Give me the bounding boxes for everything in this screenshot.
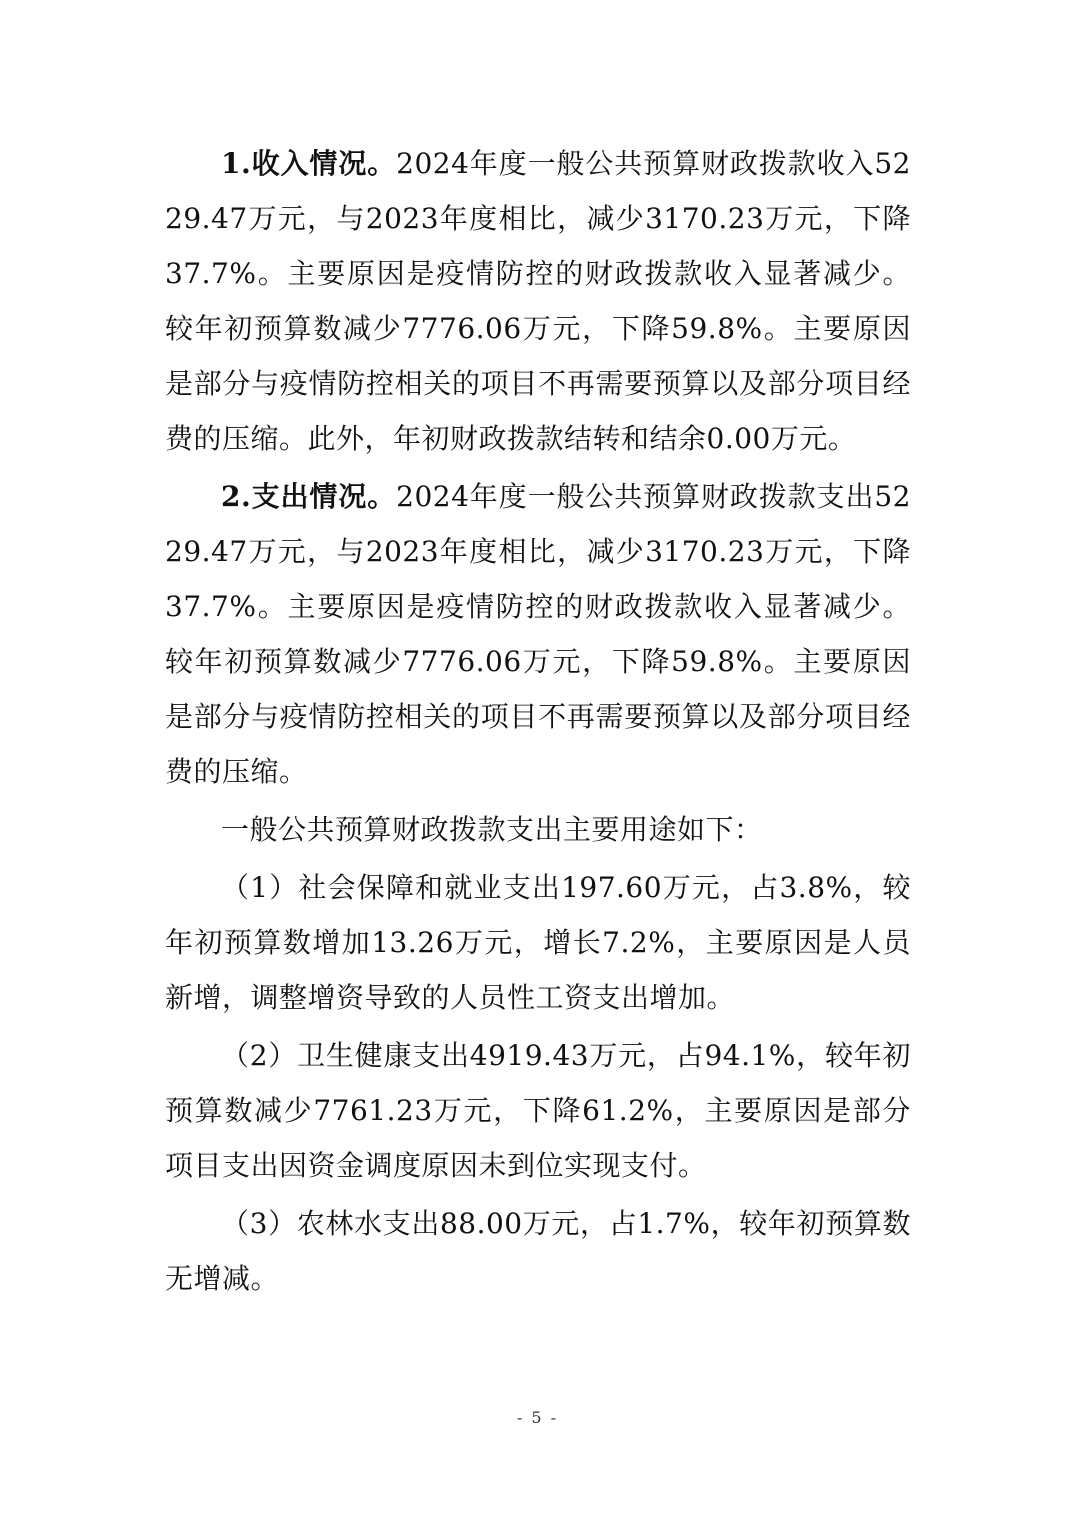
paragraph-expenditure-text: 2024年度一般公共预算财政拨款支出5229.47万元，与2023年度相比，减少3170.23万元，下降37.7%。主要原因是疫情防控的财政拨款收入显著减少。较年初预算数减少7776.06万元，下降59.8%。主要原因是部分与疫情防控相关的项目不再需要预算以及部分项目经费的压缩。	[165, 480, 911, 788]
paragraph-expenditure	[165, 469, 911, 799]
paragraph-item-social-security: （1）社会保障和就业支出197.60万元，占3.8%，较年初预算数增加13.26万元，增长7.2%，主要原因是人员新增，调整增资导致的人员性工资支出增加。	[165, 871, 911, 1014]
paragraph-item-agriculture: （3）农林水支出88.00万元，占1.7%，较年初预算数无增减。	[165, 1207, 911, 1295]
paragraph-uses-intro: 一般公共预算财政拨款支出主要用途如下：	[221, 813, 763, 846]
heading-income: 1.收入情况。	[221, 147, 397, 180]
body-text	[165, 136, 911, 1309]
paragraph-income-text: 2024年度一般公共预算财政拨款收入5229.47万元，与2023年度相比，减少3170.23万元，下降37.7%。主要原因是疫情防控的财政拨款收入显著减少。较年初预算数减少7776.06万元，下降59.8%。主要原因是部分与疫情防控相关的项目不再需要预算以及部分项目经费的压缩。此外，年初财政拨款结转和结余0.00万元。	[165, 147, 911, 455]
heading-expenditure: 2.支出情况。	[221, 480, 397, 513]
paragraph-income	[165, 136, 911, 466]
page-number: - 5 -	[516, 1408, 559, 1427]
paragraph-item-health: （2）卫生健康支出4919.43万元，占94.1%，较年初预算数减少7761.23万元，下降61.2%，主要原因是部分项目支出因资金调度原因未到位实现支付。	[165, 1039, 911, 1182]
